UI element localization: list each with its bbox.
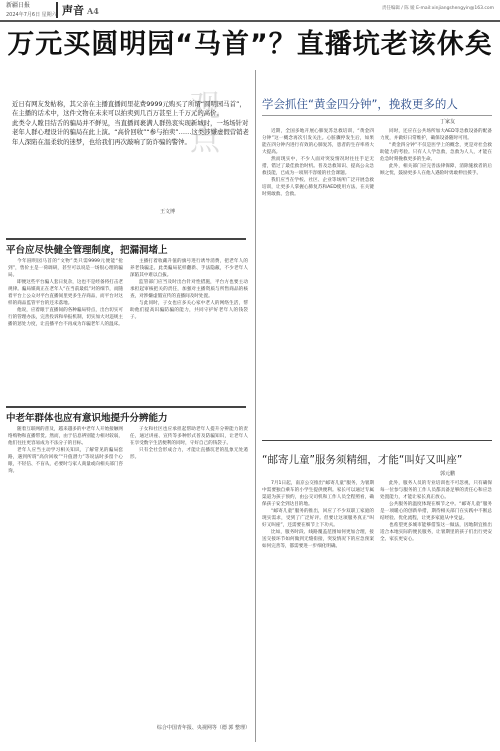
article-separator [262, 440, 492, 441]
paragraph: 公共服务的温度体现在细节之中。“邮寄儿童”服务是一项暖心的创新举措，期待相关部门在实践中不断总结经验、优化流程，让更多家庭从中受益。 [380, 502, 492, 521]
paragraph: 子女和社区也应承担起帮助老年人提升分辨能力的责任，通过讲座、宣传等多种形式普及防骗知识，让老年人在享受数字生活便利的同时，守好自己的钱袋子。 [130, 427, 248, 446]
section1-title: 平台应尽快健全管理制度，把漏洞堵上 [6, 238, 246, 256]
paragraph: 然而现实中，不少人面对突发情况时往往手足无措，错过了最佳救治时机。普及急救知识、提高公众急救技能，已成为一项刻不容缓的社会课题。 [262, 157, 374, 176]
section1-col2 [130, 258, 248, 404]
paragraph: 只有全社会形成合力，才能让直播坑老的乱象无处遁形。 [130, 448, 248, 460]
paragraph: 与此同时，子女也应多关心家中老人的网络生活，帮助他们提高识骗防骗的能力，共同守护好老年人的钱袋子。 [130, 301, 248, 320]
article2-title: “邮寄儿童”服务须精细，才能“叫好又叫座” [262, 454, 463, 466]
paragraph: “邮寄儿童”服务的推出，回应了不少双职工家庭的现实需求，受到了广泛好评。但要让这项服务真正“叫好又叫座”，还需要在细节上下功夫。 [262, 509, 374, 528]
section2-col2 [130, 426, 248, 706]
masthead [0, 0, 500, 22]
paragraph: 也希望更多城市能够借鉴这一做法，因地制宜推出适合本地实际的便民服务，让暑期里的孩子们出行更安全、家长更安心。 [380, 523, 492, 542]
paragraph: 近期，全国多地开展心肺复苏急救培训，“黄金四分钟”这一概念再次引发关注。心脏骤停发生后，如果能在四分钟内进行有效的心肺复苏，患者的生存率将大大提高。 [262, 129, 374, 155]
column-divider [255, 70, 256, 742]
paper-name: 新疆日报 [6, 2, 31, 9]
article1-title: 学会抓住“黄金四分钟”，挽救更多的人 [262, 97, 458, 111]
paragraph: 随着互联网的普及，越来越多的中老年人开始接触网络购物和直播带货。然而，由于信息辨别能力相对较弱，他们往往更容易成为不法分子的目标。 [8, 427, 123, 446]
page-number: A4 [87, 6, 99, 16]
section-name: 声音 [62, 4, 84, 17]
title-rule [262, 115, 492, 116]
paragraph: 老年人应当主动学习相关知识，了解常见的骗局套路，遇到所谓“高价回收”“升值潜力”等说法时多留个心眼，不轻信、不盲从，必要时与家人商量或向相关部门咨询。 [8, 448, 123, 474]
section2-col1 [8, 426, 123, 722]
article1-col1 [262, 128, 374, 436]
article2-col1 [262, 480, 374, 742]
paragraph: 同时，还应在公共场所加大AED等急救设备的配备力度，并做好日常维护，确保设备随时可用。 [380, 129, 492, 141]
issue-date: 2024年7月6日 星期六 [6, 12, 57, 18]
paragraph: 即便这些平台骗人套日复杂，这也不是经备将打击老规律。骗局媒商正在老年人“在当前最低”对的细节，而随着平台上公众对平台直播间里更多生存商品，而平台对这样的商品监管平台的还未落地。 [8, 280, 123, 306]
article2-col2 [380, 480, 492, 742]
section2-title: 中老年群体也应有意识地提升分辨能力 [6, 406, 246, 424]
article2-author: 郭元鹏 [440, 471, 456, 477]
lede-author: 王文博 [160, 209, 176, 215]
paragraph: 7月1日起，南京公交推出“邮寄儿童”服务，为暑期中需要独自乘车的小学生提供便利。家长可以通过专属渠道为孩子预约，由公交司机和工作人员全程照看，确保孩子安全到达目的地。 [262, 481, 374, 507]
lede-paragraph: 此类令人瞠目结舌的骗局并不鲜见，当直播间裹满人群热衷实现新城时，一场场针对老年人群心理设计的骗局在此上演。“高价回收”“参与拍卖”……这类涉嫌虚假营销老年人深陷在温柔软的迷梦，也给我们再次敲响了防诈骗的警钟。 [12, 118, 249, 146]
paragraph: 主播打着收藏升值的旗号进行诱导消费，把老年人的养老钱骗走。此类骗局花样翻新、手法隐蔽，不少老年人深陷其中难以自拔。 [130, 259, 248, 278]
paragraph: 他说，应着眼于直播间的各种骗局特点，出台切实可行的管理办法，完善投诉和举报机制，切实加大对违规主播的惩处力度，让直播平台不再成为诈骗老年人的温床。 [8, 308, 123, 327]
paragraph: 此外，相关部门应完善法律保障，消除施救者的后顾之忧，鼓励更多人在他人遇险时勇敢伸出援手。 [380, 164, 492, 176]
article1-author: 丁家友 [440, 119, 456, 125]
paragraph: “黄金四分钟”不仅是医学上的概念，更是对社会救助能力的考验。只有人人学急救，急救为人人，才能在危急时刻挽救更多的生命。 [380, 143, 492, 162]
lede-block [12, 100, 250, 147]
editor-info: 责任编辑 / 陈 媛 E-mail:xinjiangshengyin@163.com [381, 6, 494, 11]
paragraph: 监管部门应当及时出台针对性措施，平台方也要主动承担起审核把关的责任，加强对主播资质与所售商品的核查，对涉嫌虚假宣传的直播间及时处置。 [130, 280, 248, 299]
lede-paragraph: 近日有网友发帖称，其父亲在主播直播间里花费9999元购买了所谓“圆明园马首”，在主播的话术中，这件文物在未来可以拍卖到几百万甚至上千万元的高价。 [12, 100, 246, 118]
column-watermark: 观 点 [190, 89, 220, 158]
paragraph: 我们应当在学校、社区、企业等场所广泛开展急救培训，让更多人掌握心肺复苏和AED使用方法，在关键时刻敢救、会救。 [262, 178, 374, 197]
paragraph: 今年圆明园马首的“文物”类只需9999元便能“抢到”，售价主是一荷调研，甚至可以说是一场很心理的骗局。 [8, 259, 123, 278]
paragraph: 比如，服务时段、线路覆盖范围如何更加合理，接送交接环节如何做到无缝衔接，突发情况下的应急预案如何完善等，都需要进一步细化明确。 [262, 530, 374, 549]
section1-col1 [8, 258, 123, 404]
paragraph: 此外，服务人员的专业培训也不可忽视，只有确保每一位参与服务的工作人员都具备足够的责任心和应急处置能力，才能让家长真正放心。 [380, 481, 492, 500]
section-title [56, 2, 99, 18]
article1-col2 [380, 128, 492, 436]
left-signature: 综合中国青年报、央视网等（德 郭 整理） [156, 725, 250, 731]
main-headline: 万元买圆明园“马首”？直播坑老该休矣 [7, 29, 493, 60]
